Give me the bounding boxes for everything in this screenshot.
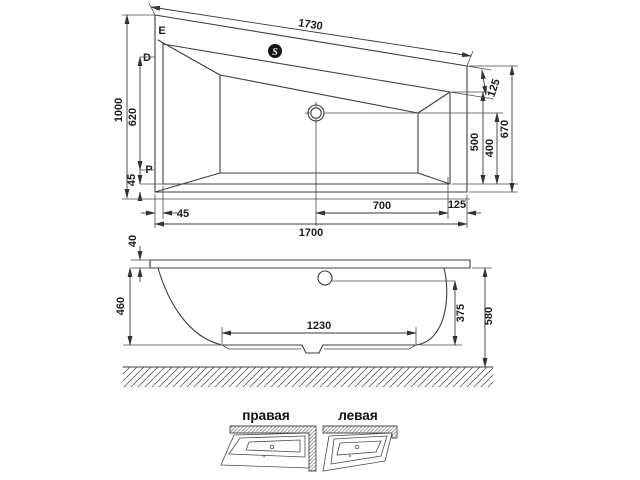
- dim-left-620: [127, 57, 155, 170]
- svg-text:460: 460: [115, 296, 127, 316]
- dim-bottom-125: [448, 195, 481, 228]
- side-skirt-line: [222, 345, 416, 349]
- variant-left-icon: [323, 426, 397, 471]
- svg-text:580: 580: [483, 306, 495, 326]
- point-label-d: D: [143, 52, 151, 64]
- plan-corner-line-bl: [155, 173, 220, 192]
- dim-height-460: [115, 268, 222, 345]
- dim-bottom-1230: [222, 320, 416, 344]
- overflow-icon: [318, 271, 332, 285]
- variant-right-label: правая: [242, 408, 290, 423]
- dim-overall-length-1700: [155, 224, 467, 239]
- point-label-p: P: [145, 164, 153, 176]
- variant-left-drain-icon: [355, 445, 359, 449]
- svg-text:1730: 1730: [297, 17, 324, 33]
- brand-logo-letter: S: [272, 47, 278, 58]
- plan-basin-floor: [220, 75, 418, 173]
- plan-outer-outline: [155, 15, 467, 192]
- plan-corner-line-tr: [418, 92, 450, 113]
- variant-right-drain-icon: [270, 445, 274, 449]
- svg-text:45: 45: [126, 173, 138, 187]
- svg-text:700: 700: [372, 200, 392, 212]
- dim-rim-125: [450, 66, 503, 99]
- svg-text:125: 125: [485, 77, 503, 99]
- ground-hatch: [123, 367, 493, 387]
- plan-corner-line-tl: [158, 40, 220, 75]
- svg-text:620: 620: [127, 107, 139, 127]
- variant-left-label: левая: [338, 408, 378, 423]
- svg-text:125: 125: [447, 199, 467, 211]
- svg-text:500: 500: [469, 132, 481, 152]
- svg-text:1230: 1230: [306, 320, 332, 332]
- dim-bottom-700: [316, 177, 448, 219]
- point-label-e: E: [158, 25, 166, 37]
- svg-text:1700: 1700: [298, 227, 324, 239]
- plan-rim-opening: [163, 44, 450, 184]
- dim-overall-580: [472, 268, 495, 367]
- svg-text:40: 40: [127, 234, 139, 248]
- side-rim: [150, 260, 470, 268]
- drain-icon: [305, 102, 324, 124]
- side-view: [115, 235, 495, 387]
- dim-right-400: [418, 113, 503, 184]
- svg-text:45: 45: [176, 208, 190, 220]
- dim-inner-375: [420, 281, 467, 345]
- side-right-curve: [416, 268, 447, 345]
- variant-right-icon: [221, 426, 316, 471]
- plan-view: [113, 3, 518, 239]
- plan-corner-line-br: [418, 173, 450, 184]
- svg-text:375: 375: [455, 303, 467, 323]
- variant-icons: [221, 408, 397, 471]
- svg-text:400: 400: [484, 138, 496, 158]
- dim-slant-top-1730: [149, 3, 473, 66]
- brand-logo: [268, 44, 282, 58]
- svg-text:670: 670: [499, 119, 511, 139]
- side-left-curve: [158, 268, 222, 345]
- svg-text:1000: 1000: [113, 97, 125, 123]
